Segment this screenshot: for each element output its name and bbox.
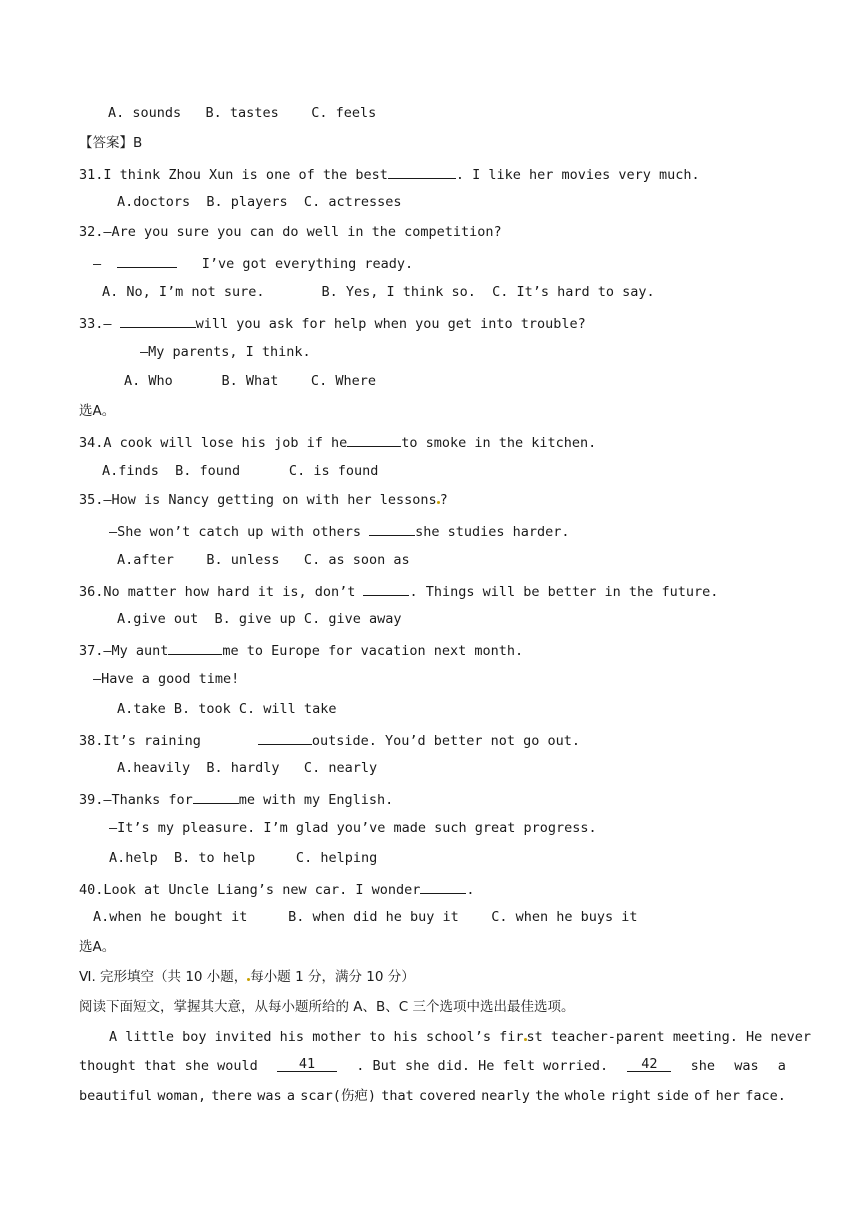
passage-word: her: [715, 1088, 740, 1104]
q31-text-post: . I like her movies very much.: [455, 167, 700, 183]
q37-options: A.take B. took C. will take: [117, 701, 337, 717]
q32-reply: [93, 253, 413, 273]
q38-blank[interactable]: [258, 730, 312, 745]
q33-answer: 选A。: [79, 403, 116, 419]
passage-word: the: [535, 1088, 560, 1104]
q34-blank[interactable]: [347, 432, 401, 447]
q32-dash: —: [93, 256, 102, 272]
q32-options: A. No, I’m not sure. B. Yes, I think so. C. It’s hard to say.: [102, 284, 655, 300]
passage-word: that: [381, 1088, 414, 1104]
passage-word: side: [656, 1088, 689, 1104]
q40-text-post: .: [466, 882, 475, 898]
q37-text-pre: 37.—My aunt: [79, 643, 169, 659]
passage-word: whole: [564, 1088, 606, 1104]
q35-question-mark: ?: [439, 492, 448, 508]
q40-stem: [79, 879, 475, 899]
blank-41[interactable]: 41: [277, 1057, 337, 1072]
q31-text-pre: 31.I think Zhou Xun is one of the best: [79, 167, 388, 183]
q39-text-pre: 39.—Thanks for: [79, 792, 193, 808]
passage-word: covered: [418, 1088, 476, 1104]
section-title-part-1: Ⅵ. 完形填空（共 10 小题，: [79, 969, 248, 985]
q35-text: 35.—How is Nancy getting on with her lessons: [79, 492, 437, 508]
q36-text-pre: 36.No matter how hard it is, don’t: [79, 584, 364, 600]
q30-option-a: A. sounds: [108, 105, 182, 121]
passage-word: right: [610, 1088, 652, 1104]
passage-word: a: [286, 1088, 295, 1104]
passage-word: woman,: [157, 1088, 207, 1104]
section-title-part-2: 每小题 1 分，满分 10 分）: [250, 969, 415, 985]
q38-text-post: outside. You’d better not go out.: [311, 733, 581, 749]
passage-word: a: [777, 1058, 786, 1074]
q31-options: A.doctors B. players C. actresses: [117, 194, 402, 210]
q35-options: A.after B. unless C. as soon as: [117, 552, 410, 568]
q33-blank[interactable]: [120, 313, 196, 328]
q39-blank[interactable]: [193, 789, 239, 804]
q36-blank[interactable]: [363, 581, 409, 596]
q36-options: A.give out B. give up C. give away: [117, 611, 402, 627]
q35-stem: [79, 491, 448, 509]
q40-answer: 选A。: [79, 939, 116, 955]
passage-line-3: [79, 1087, 786, 1105]
q30-options: [108, 104, 376, 122]
q34-text-pre: 34.A cook will lose his job if he: [79, 435, 348, 451]
q35-blank[interactable]: [369, 521, 415, 536]
q32-stem: 32.—Are you sure you can do well in the competition?: [79, 224, 502, 240]
passage-word: there: [211, 1088, 253, 1104]
q39-text-post: me with my English.: [238, 792, 394, 808]
answer-label: 【答案】B: [79, 135, 143, 151]
q30-option-b: B. tastes: [205, 105, 279, 121]
q36-stem: [79, 581, 718, 601]
q34-options: A.finds B. found C. is found: [102, 463, 379, 479]
q32-text-post: I’ve got everything ready.: [201, 256, 414, 272]
q31-stem: [79, 164, 700, 184]
q38-options: A.heavily B. hardly C. nearly: [117, 760, 378, 776]
passage-word: scar(伤疤): [300, 1088, 376, 1104]
q35-text-post: she studies harder.: [415, 524, 570, 540]
passage-word: nearly: [481, 1088, 530, 1104]
q32-blank[interactable]: [117, 253, 177, 268]
q38-text-pre: 38.It’s raining: [79, 733, 242, 749]
q39-stem: [79, 789, 393, 809]
q40-blank[interactable]: [420, 879, 466, 894]
q39-options: A.help B. to help C. helping: [109, 850, 378, 866]
passage-line-2: [79, 1057, 786, 1075]
passage-word: beautiful: [79, 1088, 153, 1104]
section-title: [79, 968, 415, 986]
q37-blank[interactable]: [168, 640, 222, 655]
q39-reply: —It’s my pleasure. I’m glad you’ve made such great progress.: [109, 820, 597, 836]
q33-stem: [79, 313, 586, 333]
passage-line-2-text: thought that she would: [79, 1058, 258, 1074]
q34-text-post: to smoke in the kitchen.: [401, 435, 597, 451]
q33-options: A. Who B. What C. Where: [124, 373, 376, 389]
q31-blank[interactable]: [388, 164, 456, 179]
passage-word: was: [257, 1088, 282, 1104]
q38-stem: [79, 730, 580, 750]
q33-text-pre: 33.—: [79, 316, 112, 332]
passage-word: of: [694, 1088, 711, 1104]
q40-options: A.when he bought it B. when did he buy it C. when he buys it: [93, 909, 638, 925]
passage-word: face.: [745, 1088, 786, 1104]
passage-line-1: [109, 1028, 811, 1046]
passage-line-1-part-b: st teacher-parent meeting. He never: [526, 1029, 811, 1045]
passage-word: was: [734, 1058, 759, 1074]
blank-42[interactable]: 42: [627, 1057, 671, 1072]
q30-option-c: C. feels: [311, 105, 377, 121]
q37-text-post: me to Europe for vacation next month.: [222, 643, 524, 659]
section-instruction: 阅读下面短文，掌握其大意，从每小题所给的 A、B、C 三个选项中选出最佳选项。: [79, 999, 575, 1015]
q36-text-post: . Things will be better in the future.: [409, 584, 719, 600]
q40-text-pre: 40.Look at Uncle Liang’s new car. I wonder: [79, 882, 421, 898]
passage-line-2-mid: . But she did. He felt worried.: [356, 1058, 609, 1074]
q34-stem: [79, 432, 596, 452]
passage-word: she: [690, 1058, 715, 1074]
q33-text-post: will you ask for help when you get into trouble?: [195, 316, 586, 332]
q37-reply: —Have a good time!: [93, 671, 240, 687]
q37-stem: [79, 640, 523, 660]
q35-text-pre: —She won’t catch up with others: [109, 524, 370, 540]
q33-reply: —My parents, I think.: [140, 344, 311, 360]
passage-line-1-part-a: A little boy invited his mother to his school’s fir: [109, 1029, 524, 1045]
q35-reply: [109, 521, 570, 541]
